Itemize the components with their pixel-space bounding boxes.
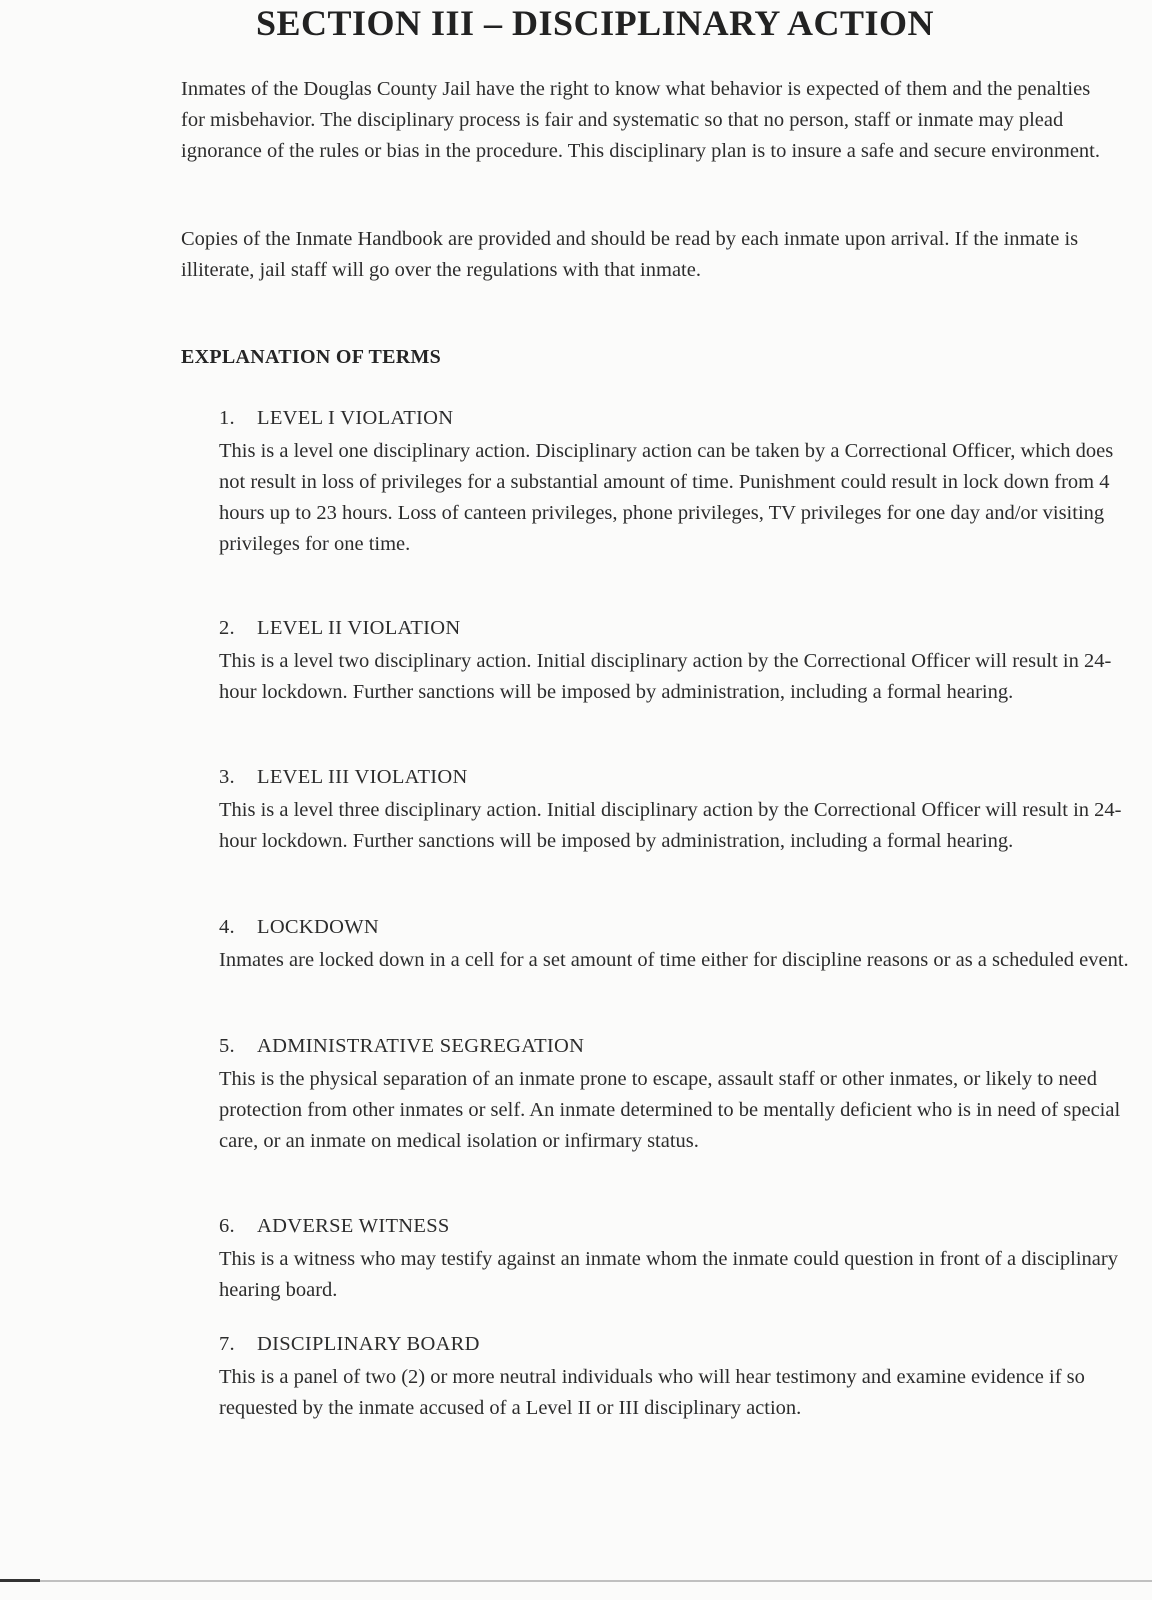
term-title-text: LEVEL I VIOLATION (257, 407, 454, 429)
term-title (219, 613, 1131, 644)
term-level-i-violation (219, 403, 1131, 560)
scan-edge-line (0, 1580, 1152, 1582)
term-title-text: DISCIPLINARY BOARD (257, 1333, 480, 1355)
term-body: This is a witness who may testify against an inmate whom the inmate could question in front of a disciplinary hearing board. (219, 1248, 1118, 1301)
term-body: This is a panel of two (2) or more neutral individuals who will hear testimony and examine evidence if so requested by the inmate accused of a Level II or III disciplinary action. (219, 1366, 1085, 1419)
term-body: Inmates are locked down in a cell for a set amount of time either for discipline reasons or as a scheduled event. (219, 949, 1129, 971)
intro-paragraph-rights: Inmates of the Douglas County Jail have the right to know what behavior is expected of them and the penalties for misbehavior. The disciplinary process is fair and systematic so that no person, staff or inmate may plead ignorance of the rules or bias in the procedure. This disciplinary plan is to insure a safe and secure environment. (181, 78, 1100, 162)
terms-heading: EXPLANATION OF TERMS (181, 346, 442, 368)
term-number: 5. (219, 1035, 235, 1057)
term-number: 4. (219, 916, 235, 938)
term-title-text: ADVERSE WITNESS (257, 1215, 450, 1237)
intro-paragraph-handbook: Copies of the Inmate Handbook are provided and should be read by each inmate upon arrival. If the inmate is illiterate, jail staff will go over the regulations with that inmate. (181, 228, 1079, 281)
term-title-text: LOCKDOWN (257, 916, 379, 938)
term-level-ii-violation (219, 613, 1131, 708)
term-lockdown (219, 912, 1131, 976)
term-adverse-witness (219, 1211, 1131, 1306)
term-number: 6. (219, 1215, 235, 1237)
term-disciplinary-board (219, 1329, 1131, 1424)
term-number: 2. (219, 617, 235, 639)
term-title (219, 762, 1131, 793)
term-number: 3. (219, 766, 235, 788)
term-body: This is a level one disciplinary action. Disciplinary action can be taken by a Correctional Officer, which does not result in loss of privileges for a substantial amount of time. Punishment could result in lock down from 4 hours up to 23 hours. Loss of canteen privileges, phone privileges, TV privileges for one day and/or visiting privileges for one time. (219, 440, 1114, 555)
term-body: This is a level two disciplinary action. Initial disciplinary action by the Correctional Officer will result in 24-hour lockdown. Further sanctions will be imposed by administration, including a formal hearing. (219, 650, 1112, 703)
section-title: SECTION III – DISCIPLINARY ACTION (255, 3, 935, 43)
scan-edge-mark (0, 1579, 40, 1582)
term-title-text: ADMINISTRATIVE SEGREGATION (257, 1035, 585, 1057)
term-level-iii-violation (219, 762, 1131, 857)
term-title-text: LEVEL II VIOLATION (257, 617, 461, 639)
term-title-text: LEVEL III VIOLATION (257, 766, 468, 788)
term-title (219, 403, 1131, 434)
term-title (219, 1031, 1131, 1062)
term-title (219, 1211, 1131, 1242)
term-title (219, 1329, 1131, 1360)
term-number: 7. (219, 1333, 235, 1355)
term-body: This is a level three disciplinary action. Initial disciplinary action by the Correctional Officer will result in 24-hour lockdown. Further sanctions will be imposed by administration, including a formal hearing. (219, 799, 1122, 852)
term-title (219, 912, 1131, 943)
term-body: This is the physical separation of an inmate prone to escape, assault staff or other inmates, or likely to need protection from other inmates or self. An inmate determined to be mentally deficient who is in need of special care, or an inmate on medical isolation or infirmary status. (219, 1068, 1121, 1152)
term-number: 1. (219, 407, 235, 429)
term-administrative-segregation (219, 1031, 1131, 1157)
